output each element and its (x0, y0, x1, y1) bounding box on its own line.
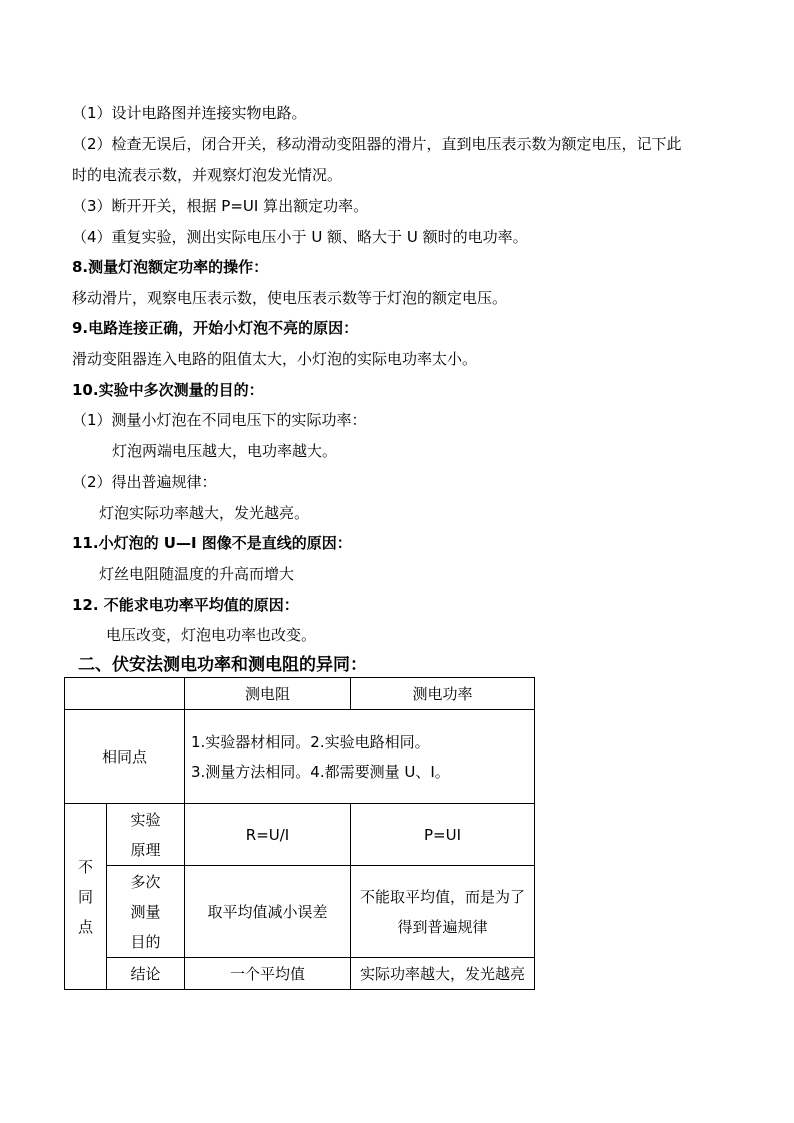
paragraph-line: 灯丝电阻随温度的升高而增大 (99, 565, 295, 583)
paragraph-line: 灯泡两端电压越大，电功率越大。 (112, 442, 338, 460)
row-label-part: 测量 (130, 902, 161, 921)
paragraph-line: （4）重复实验，测出实际电压小于 U 额、略大于 U 额时的电功率。 (72, 228, 528, 246)
table-row-principle (65, 804, 535, 866)
heading-11: 11.小灯泡的 U—I 图像不是直线的原因： (72, 534, 352, 552)
row-label-part: 原理 (130, 840, 161, 859)
row-label-part: 实验 (130, 810, 161, 829)
resistance-principle: R=U/I (185, 804, 351, 866)
row-label-purpose (107, 866, 185, 958)
power-conclusion: 实际功率越大，发光越亮 (351, 958, 535, 990)
heading-8: 8.测量灯泡额定功率的操作： (72, 258, 269, 276)
section-title: 二、伏安法测电功率和测电阻的异同： (78, 655, 367, 675)
table-row-purpose (65, 866, 535, 958)
same-line-1: 1.实验器材相同。2.实验电路相同。 (191, 732, 430, 751)
row-label-principle (107, 804, 185, 866)
paragraph-line: （3）断开开关，根据 P=UI 算出额定功率。 (72, 197, 369, 215)
table-row-same (65, 710, 535, 804)
paragraph-line: 灯泡实际功率越大，发光越亮。 (99, 504, 310, 522)
heading-12: 12. 不能求电功率平均值的原因： (72, 596, 299, 614)
heading-9: 9.电路连接正确，开始小灯泡不亮的原因： (72, 319, 359, 337)
power-principle: P=UI (351, 804, 535, 866)
same-content-cell (185, 710, 535, 804)
paragraph-line: 时的电流表示数，并观察灯泡发光情况。 (72, 166, 343, 184)
diff-label-char: 不 (77, 857, 93, 876)
same-label-cell: 相同点 (65, 710, 185, 804)
paragraph-line: （2）得出普遍规律： (72, 473, 217, 491)
table-header-row (65, 678, 535, 710)
table-row-conclusion (65, 958, 535, 990)
diff-label-char: 点 (77, 917, 93, 936)
paragraph-line: （2）检查无误后，闭合开关，移动滑动变阻器的滑片，直到电压表示数为额定电压，记下此 (72, 135, 682, 153)
paragraph-line: 移动滑片，观察电压表示数，使电压表示数等于灯泡的额定电压。 (72, 289, 508, 307)
paragraph-line: 滑动变阻器连入电路的阻值太大，小灯泡的实际电功率太小。 (72, 350, 478, 368)
power-purpose-line: 得到普遍规律 (397, 917, 488, 936)
power-purpose-line: 不能取平均值，而是为了 (359, 887, 525, 906)
header-empty-cell (65, 678, 185, 710)
heading-10: 10.实验中多次测量的目的： (72, 381, 264, 399)
paragraph-line: （1）测量小灯泡在不同电压下的实际功率： (72, 411, 367, 429)
paragraph-line: （1）设计电路图并连接实物电路。 (72, 104, 307, 122)
resistance-purpose: 取平均值减小误差 (185, 866, 351, 958)
resistance-conclusion: 一个平均值 (185, 958, 351, 990)
header-power: 测电功率 (351, 678, 535, 710)
row-label-conclusion: 结论 (107, 958, 185, 990)
paragraph-line: 电压改变，灯泡电功率也改变。 (106, 626, 317, 644)
row-label-part: 目的 (130, 932, 161, 951)
diff-label-char: 同 (77, 887, 93, 906)
diff-label-cell (65, 804, 107, 990)
comparison-table (64, 677, 535, 990)
power-purpose (351, 866, 535, 958)
row-label-part: 多次 (130, 872, 161, 891)
header-resistance: 测电阻 (185, 678, 351, 710)
same-line-2: 3.测量方法相同。4.都需要测量 U、I。 (191, 762, 450, 781)
